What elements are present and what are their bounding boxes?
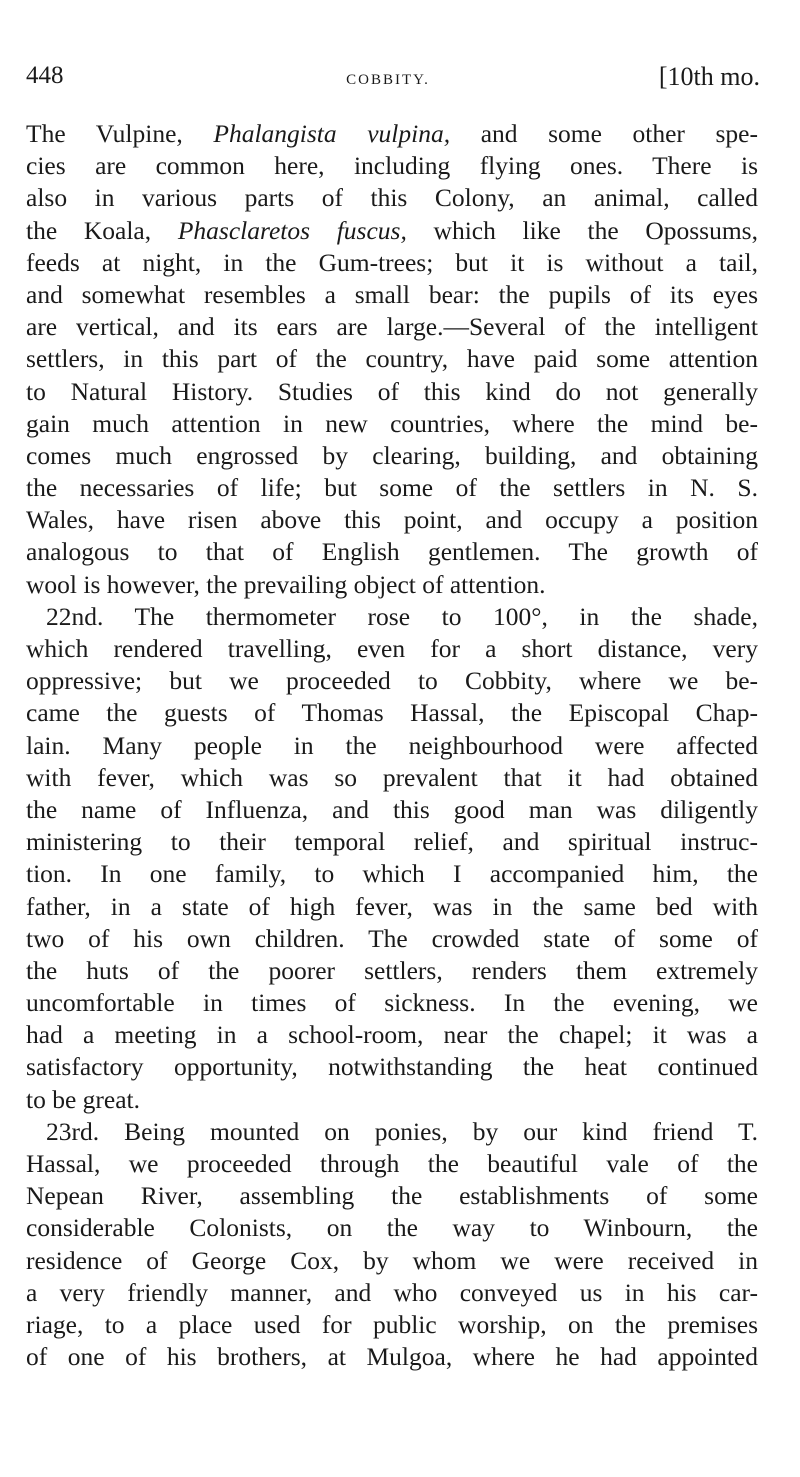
text-segment: had a meeting in a school-room, near the chapel; it was a [26,1020,758,1050]
text-segment: residence of George Cox, by whom we were received in [26,1245,758,1275]
text-line [26,1245,758,1277]
italic-species-name: Phalangista vulpina, [213,119,451,148]
text-segment: of one of his brothers, at Mulgoa, where he had appointed [26,1342,758,1372]
text-segment: ministering to their temporal relief, and spiritual instruc- [26,827,758,857]
text-segment: to be great. [26,1084,140,1114]
text-line [26,440,758,472]
text-segment: the huts of the poorer settlers, renders them extremely [26,955,758,985]
text-segment: the Koala, [26,215,178,245]
text-segment: a very friendly manner, and who conveyed us in his car- [26,1277,758,1307]
text-line [26,1277,758,1309]
text-segment: Wales, have risen above this point, and occupy a position [26,505,758,535]
text-line [26,826,758,858]
text-segment: came the guests of Thomas Hassal, the Episcopal Chap- [26,698,758,728]
text-line [26,1148,758,1180]
text-segment: also in various parts of this Colony, an animal, called [26,183,758,213]
text-line [26,472,758,504]
text-line [26,504,758,536]
text-line [26,1084,758,1116]
text-segment: oppressive; but we proceeded to Cobbity, where we be- [26,666,758,696]
text-segment: are vertical, and its ears are large.—Several of the intelligent [26,312,758,342]
page-number: 448 [26,62,64,89]
text-segment: analogous to that of English gentlemen. The growth of [26,537,758,567]
text-line [26,891,758,923]
text-line [26,311,758,343]
text-segment: and some other spe- [450,119,758,148]
text-segment: satisfactory opportunity, notwithstanding the heat continued [26,1052,758,1082]
text-line [26,1019,758,1051]
text-line [26,536,758,568]
text-segment: lain. Many people in the neighbourhood were affected [26,730,758,760]
text-line [26,376,758,408]
text-line [26,762,758,794]
text-line [26,794,758,826]
text-segment: feeds at night, in the Gum-trees; but it is without a tail, [26,247,758,277]
text-segment: with fever, which was so prevalent that it had obtained [26,762,758,792]
text-line [26,408,758,440]
text-segment: tion. In one family, to which I accompanied him, the [26,859,758,889]
text-line [26,987,758,1019]
text-line [26,1341,758,1373]
text-segment: father, in a state of high fever, was in the same bed with [26,891,758,921]
text-line [26,923,758,955]
text-line [26,730,758,762]
page-header [26,62,760,102]
text-line [26,1116,758,1148]
text-line [26,665,758,697]
text-line [26,1180,758,1212]
text-segment: riage, to a place used for public worship, on the premises [26,1309,758,1339]
text-segment: wool is however, the prevailing object of attention. [26,569,546,599]
text-segment: comes much engrossed by clearing, building, and obtaining [26,440,758,470]
text-segment: to Natural History. Studies of this kind do not generally [26,376,758,406]
running-date: [10th mo. [658,62,760,91]
text-segment: settlers, in this part of the country, have paid some attention [26,344,758,374]
text-line [26,215,758,247]
text-line [26,182,758,214]
text-segment: The Vulpine, [26,119,214,148]
text-line [26,118,758,150]
text-line [26,955,758,987]
text-line [26,633,758,665]
text-line [26,343,758,375]
text-segment: 23rd. Being mounted on ponies, by our kind friend T. [46,1116,758,1146]
text-segment: the name of Influenza, and this good man was diligently [26,794,758,824]
text-segment: which rendered travelling, even for a short distance, very [26,634,758,663]
text-segment: which like the Opossums, [406,215,758,245]
text-segment: gain much attention in new countries, where the mind be- [26,408,758,438]
text-line [26,247,758,279]
text-line [26,601,758,633]
body-text [26,118,758,1373]
italic-species-name: Phasclaretos fuscus, [177,215,407,245]
text-line [26,1051,758,1083]
text-segment: Hassal, we proceeded through the beautiful vale of the [26,1149,758,1178]
running-head: COBBITY. [346,72,430,88]
text-segment: two of his own children. The crowded state of some of [26,923,758,953]
text-segment: cies are common here, including flying ones. There is [26,151,758,181]
text-line [26,697,758,729]
text-segment: 22nd. The thermometer rose to 100°, in the shade, [46,601,758,631]
text-line [26,1309,758,1341]
text-line [26,569,758,601]
text-line [26,150,758,182]
text-line [26,1212,758,1244]
text-segment: considerable Colonists, on the way to Winbourn, the [26,1213,758,1243]
text-segment: uncomfortable in times of sickness. In the evening, we [26,988,758,1018]
text-line [26,279,758,311]
text-segment: Nepean River, assembling the establishments of some [26,1181,758,1211]
text-segment: and somewhat resembles a small bear: the pupils of its eyes [26,279,758,309]
text-line [26,858,758,890]
text-segment: the necessaries of life; but some of the settlers in N. S. [26,473,758,503]
